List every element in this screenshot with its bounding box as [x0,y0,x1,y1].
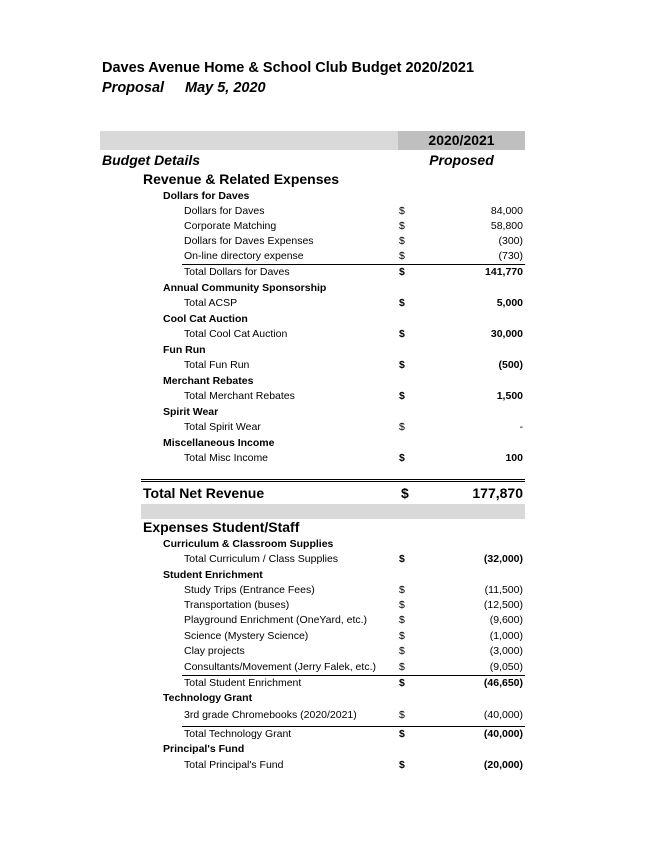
table-row: Playground Enrichment (OneYard, etc.) $ (9,600) [184,614,523,626]
table-row: Dollars for Daves Expenses $ (300) [184,235,523,247]
table-row: Consultants/Movement (Jerry Falek, etc.) $ (9,050) [184,661,523,673]
budget-details-heading: Budget Details [102,152,201,168]
total-row: Total Spirit Wear $ - [184,421,523,433]
group-dollars-for-daves: Dollars for Daves [163,190,250,202]
group-cool-cat-auction: Cool Cat Auction [163,313,248,325]
proposal-date: May 5, 2020 [185,80,266,96]
table-row: Corporate Matching $ 58,800 [184,220,523,232]
total-row: Total Student Enrichment $ (46,650) [184,677,523,689]
total-row: Total Technology Grant $ (40,000) [184,728,523,740]
separator-band [141,504,525,519]
group-fun-run: Fun Run [163,344,206,356]
table-row: Science (Mystery Science) $ (1,000) [184,630,523,642]
total-row: Total Misc Income $ 100 [184,452,523,464]
total-row: Total Merchant Rebates $ 1,500 [184,390,523,402]
year-column-header: 2020/2021 [398,131,525,150]
table-row: On-line directory expense $ (730) [184,250,523,262]
table-row: Clay projects $ (3,000) [184,645,523,657]
table-row: Study Trips (Entrance Fees) $ (11,500) [184,584,523,596]
group-principals-fund: Principal's Fund [163,743,245,755]
header-band [100,131,398,150]
total-net-revenue-row: Total Net Revenue $ 177,870 [141,479,525,502]
table-row: Dollars for Daves $ 84,000 [184,205,523,217]
total-row: Total ACSP $ 5,000 [184,297,523,309]
document-title: Daves Avenue Home & School Club Budget 2020/2021 [102,60,475,76]
group-merchant-rebates: Merchant Rebates [163,375,254,387]
total-row: Total Fun Run $ (500) [184,359,523,371]
group-technology-grant: Technology Grant [163,692,253,704]
total-row: Total Cool Cat Auction $ 30,000 [184,328,523,340]
table-row: Transportation (buses) $ (12,500) [184,599,523,611]
revenue-section-heading: Revenue & Related Expenses [143,171,340,187]
document-subtitle [102,80,266,96]
table-row: 3rd grade Chromebooks (2020/2021) $ (40,000) [184,709,523,721]
total-row: Total Curriculum / Class Supplies $ (32,000) [184,553,523,565]
proposed-column-label: Proposed [429,152,494,168]
group-curriculum: Curriculum & Classroom Supplies [163,538,334,550]
group-acsp: Annual Community Sponsorship [163,282,327,294]
proposal-label: Proposal [102,80,165,96]
group-misc-income: Miscellaneous Income [163,437,275,449]
total-row: Total Principal's Fund $ (20,000) [184,759,523,771]
group-spirit-wear: Spirit Wear [163,406,219,418]
total-row: Total Dollars for Daves $ 141,770 [184,266,523,278]
group-student-enrichment: Student Enrichment [163,569,263,581]
expenses-section-heading: Expenses Student/Staff [143,519,300,535]
